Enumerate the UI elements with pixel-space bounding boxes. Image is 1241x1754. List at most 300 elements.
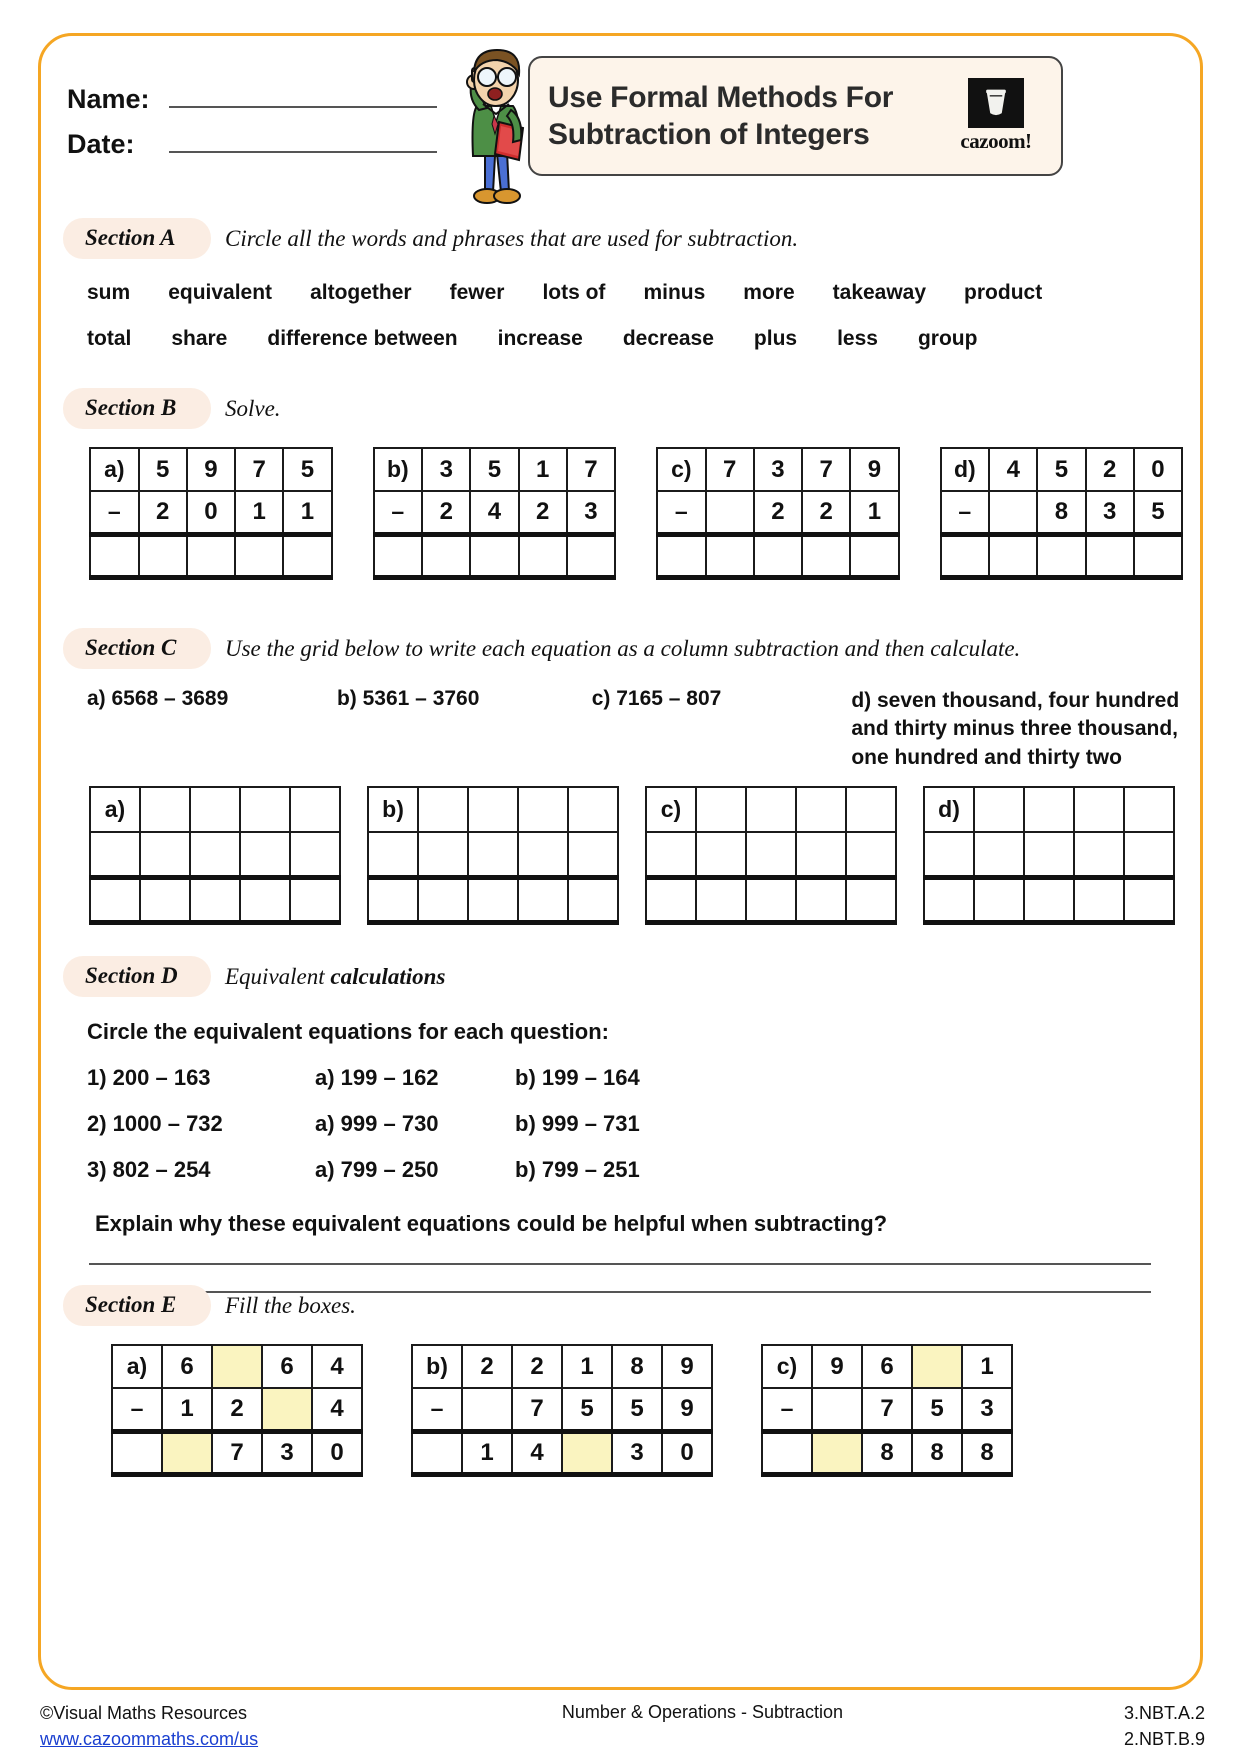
grid-cell[interactable]: [240, 787, 290, 832]
grid-row-label: –: [657, 491, 706, 534]
worksheet-title: [548, 79, 943, 154]
grid-cell[interactable]: [562, 1431, 612, 1474]
grid-cell[interactable]: [812, 1431, 862, 1474]
grid-row-label: [941, 534, 990, 577]
grid-cell[interactable]: 4: [312, 1388, 362, 1431]
grid-cell[interactable]: 5: [1037, 448, 1085, 491]
grid-cell[interactable]: [283, 534, 331, 577]
grid-cell[interactable]: 0: [312, 1431, 362, 1474]
equation-option-b[interactable]: b) 799 – 251: [515, 1157, 640, 1182]
subtraction-grid: [645, 786, 897, 925]
grid-cell[interactable]: [974, 877, 1024, 922]
grid-cell[interactable]: [796, 877, 846, 922]
grid-cell[interactable]: 9: [187, 448, 235, 491]
grid-subtrahend-row: [368, 832, 618, 877]
grid-cell[interactable]: 2: [422, 491, 470, 534]
grid-cell[interactable]: 9: [662, 1345, 712, 1388]
grid-cell[interactable]: [1024, 832, 1074, 877]
grid-answer-row: [90, 877, 340, 922]
grid-cell[interactable]: [518, 787, 568, 832]
section-d-prompt: Circle the equivalent equations for each question:: [87, 1019, 609, 1044]
grid-row-label: [368, 877, 418, 922]
grid-subtrahend-row: [90, 491, 332, 534]
name-input-line[interactable]: [169, 88, 437, 108]
subtraction-grid: [111, 1344, 363, 1477]
grid-cell[interactable]: 0: [662, 1431, 712, 1474]
grid-subtrahend-row: [941, 491, 1183, 534]
grid-cell[interactable]: [568, 832, 618, 877]
date-row: [67, 129, 437, 160]
grid-cell[interactable]: 2: [519, 491, 567, 534]
vocab-word[interactable]: decrease: [622, 327, 714, 350]
grid-cell[interactable]: [746, 877, 796, 922]
footer-standards: [1035, 1700, 1205, 1752]
grid-cell[interactable]: [462, 1388, 512, 1431]
grid-cell[interactable]: 1: [562, 1345, 612, 1388]
grid-cell[interactable]: 3: [422, 448, 470, 491]
section-a: [63, 214, 1183, 351]
grid-cell[interactable]: 7: [802, 448, 850, 491]
vocab-word[interactable]: share: [171, 327, 228, 350]
section-d-rows: [63, 1065, 1183, 1183]
grid-cell[interactable]: 7: [706, 448, 754, 491]
section-c-chip: [63, 628, 211, 669]
equation-option-b[interactable]: b) 999 – 731: [515, 1111, 640, 1136]
grid-row-label: –: [90, 491, 139, 534]
grid-cell[interactable]: 5: [612, 1388, 662, 1431]
grid-row-label: –: [112, 1388, 162, 1431]
grid-row-label: b): [412, 1345, 462, 1388]
grid-cell[interactable]: [190, 877, 240, 922]
footer-topic: Number & Operations - Subtraction: [561, 1702, 844, 1722]
grid-cell[interactable]: [1074, 877, 1124, 922]
section-a-label: Section A: [85, 225, 176, 250]
grid-cell[interactable]: 3: [567, 491, 615, 534]
grid-row-label: [924, 877, 974, 922]
grid-cell[interactable]: [140, 877, 190, 922]
section-b: [63, 384, 1183, 580]
grid-answer-row: [412, 1431, 712, 1474]
grid-cell[interactable]: [187, 534, 235, 577]
subtraction-grid: [89, 786, 341, 925]
section-e-chip: [63, 1285, 211, 1326]
grid-cell[interactable]: 4: [312, 1345, 362, 1388]
grid-cell[interactable]: [190, 787, 240, 832]
section-b-chip: [63, 388, 211, 429]
grid-cell[interactable]: 5: [470, 448, 518, 491]
grid-cell[interactable]: 7: [862, 1388, 912, 1431]
grid-answer-row: [657, 534, 899, 577]
section-b-label: Section B: [85, 395, 177, 420]
grid-cell[interactable]: [290, 832, 340, 877]
grid-cell[interactable]: [262, 1388, 312, 1431]
subtraction-grid: [89, 447, 333, 580]
section-d-label: Section D: [85, 963, 178, 988]
grid-answer-row: [90, 534, 332, 577]
grid-cell[interactable]: [746, 832, 796, 877]
grid-cell[interactable]: [846, 787, 896, 832]
grid-subtrahend-row: [924, 832, 1174, 877]
cazoom-logo: [949, 78, 1043, 154]
grid-cell[interactable]: 1: [462, 1431, 512, 1474]
title-line-1: Use Formal Methods For: [548, 80, 894, 114]
grid-answer-row: [368, 877, 618, 922]
equation-question: 2) 1000 – 732: [87, 1111, 223, 1136]
grid-minuend-row: [941, 448, 1183, 491]
title-line-2: Subtraction of Integers: [548, 118, 870, 151]
grid-subtrahend-row: [412, 1388, 712, 1431]
section-d-instruction-bold: calculations: [330, 963, 446, 989]
equivalent-equation-row: [87, 1111, 1183, 1137]
vocab-word[interactable]: equivalent: [168, 281, 273, 304]
grid-subtrahend-row: [112, 1388, 362, 1431]
grid-cell[interactable]: 1: [162, 1388, 212, 1431]
grid-cell[interactable]: 5: [912, 1388, 962, 1431]
grid-cell[interactable]: 5: [139, 448, 187, 491]
equation-option-a[interactable]: a) 199 – 162: [315, 1065, 439, 1090]
grid-cell[interactable]: 6: [862, 1345, 912, 1388]
section-e-header: [63, 1285, 1183, 1326]
grid-answer-row: [762, 1431, 1012, 1474]
grid-cell[interactable]: 8: [1037, 491, 1085, 534]
worksheet-footer: [40, 1700, 1205, 1752]
grid-row-label: [762, 1431, 812, 1474]
grid-answer-row: [646, 877, 896, 922]
vocab-word[interactable]: less: [837, 327, 878, 350]
section-c-grids: [89, 786, 1183, 925]
grid-cell[interactable]: 4: [470, 491, 518, 534]
grid-cell[interactable]: [1024, 787, 1074, 832]
grid-cell[interactable]: 1: [850, 491, 898, 534]
section-e-instruction: Fill the boxes.: [225, 1292, 356, 1318]
grid-answer-row: [112, 1431, 362, 1474]
grid-row-label: –: [762, 1388, 812, 1431]
grid-cell[interactable]: [1124, 787, 1174, 832]
grid-minuend-row: [90, 448, 332, 491]
copyright-text: ©Visual Maths Resources: [40, 1703, 248, 1723]
grid-cell[interactable]: [235, 534, 283, 577]
title-banner: [528, 56, 1063, 176]
subtraction-grid: [373, 447, 617, 580]
grid-cell[interactable]: 3: [1086, 491, 1134, 534]
grid-cell[interactable]: 9: [812, 1345, 862, 1388]
grid-cell[interactable]: 7: [212, 1431, 262, 1474]
grid-cell[interactable]: [989, 491, 1037, 534]
grid-row-label: –: [412, 1388, 462, 1431]
section-c-label: Section C: [85, 635, 177, 660]
grid-cell[interactable]: [1124, 877, 1174, 922]
grid-cell[interactable]: 2: [212, 1388, 262, 1431]
vocab-word[interactable]: takeaway: [832, 281, 927, 304]
equation-option-a[interactable]: a) 999 – 730: [315, 1111, 439, 1136]
grid-row-label: a): [90, 448, 139, 491]
grid-row-label: [90, 534, 139, 577]
grid-cell[interactable]: [140, 832, 190, 877]
grid-minuend-row: [924, 787, 1174, 832]
section-a-word-row-2: [87, 327, 1183, 351]
grid-cell[interactable]: [974, 787, 1024, 832]
grid-row-label: b): [374, 448, 423, 491]
grid-row-label: d): [924, 787, 974, 832]
grid-cell[interactable]: [696, 877, 746, 922]
grid-row-label: [657, 534, 706, 577]
grid-minuend-row: [646, 787, 896, 832]
equivalent-equation-row: [87, 1065, 1183, 1091]
grid-cell[interactable]: 2: [512, 1345, 562, 1388]
subtraction-grid: [411, 1344, 713, 1477]
grid-subtrahend-row: [374, 491, 616, 534]
grid-cell[interactable]: [468, 832, 518, 877]
standard-code-2: 2.NBT.B.9: [1123, 1729, 1205, 1750]
grid-cell[interactable]: [846, 832, 896, 877]
equivalent-equation-row: [87, 1157, 1183, 1183]
equation-question: 1) 200 – 163: [87, 1065, 211, 1090]
grid-cell[interactable]: 2: [139, 491, 187, 534]
grid-cell[interactable]: 5: [562, 1388, 612, 1431]
grid-row-label: [112, 1431, 162, 1474]
grid-cell[interactable]: 8: [912, 1431, 962, 1474]
subtraction-grid: [761, 1344, 1013, 1477]
grid-cell[interactable]: [470, 534, 518, 577]
grid-row-label: –: [374, 491, 423, 534]
grid-cell[interactable]: [418, 877, 468, 922]
grid-minuend-row: [368, 787, 618, 832]
grid-cell[interactable]: [696, 832, 746, 877]
grid-cell[interactable]: [290, 787, 340, 832]
vocab-word[interactable]: plus: [753, 327, 798, 350]
grid-cell[interactable]: 1: [235, 491, 283, 534]
grid-cell[interactable]: 2: [1086, 448, 1134, 491]
grid-row-label: [90, 832, 140, 877]
grid-cell[interactable]: [568, 787, 618, 832]
section-c-question: b) 5361 – 3760: [336, 687, 480, 710]
grid-cell[interactable]: [140, 787, 190, 832]
grid-cell[interactable]: [974, 832, 1024, 877]
grid-cell[interactable]: 1: [519, 448, 567, 491]
grid-row-label: [412, 1431, 462, 1474]
grid-cell[interactable]: 0: [187, 491, 235, 534]
grid-cell[interactable]: [1134, 534, 1182, 577]
subtraction-grid: [940, 447, 1184, 580]
standard-code-1: 3.NBT.A.2: [1123, 1703, 1205, 1723]
grid-cell[interactable]: 5: [283, 448, 331, 491]
grid-minuend-row: [112, 1345, 362, 1388]
grid-row-label: –: [941, 491, 990, 534]
subtraction-grid: [923, 786, 1175, 925]
section-b-grids: [89, 447, 1183, 580]
equation-option-b[interactable]: b) 199 – 164: [515, 1065, 640, 1090]
section-d-explain-question: Explain why these equivalent equations could be helpful when subtracting?: [95, 1211, 888, 1236]
grid-cell[interactable]: 3: [612, 1431, 662, 1474]
grid-cell[interactable]: 7: [235, 448, 283, 491]
section-b-header: [63, 388, 1183, 429]
grid-cell[interactable]: [567, 534, 615, 577]
grid-cell[interactable]: 4: [989, 448, 1037, 491]
grid-cell[interactable]: 1: [283, 491, 331, 534]
explain-answer-line-1[interactable]: [89, 1263, 1151, 1265]
grid-cell[interactable]: [850, 534, 898, 577]
vocab-word[interactable]: difference between: [267, 327, 458, 350]
section-d-instruction: [225, 964, 445, 990]
section-d-instruction-plain: Equivalent: [225, 963, 331, 989]
section-d-header: [63, 956, 1183, 997]
section-e-label: Section E: [85, 1292, 177, 1317]
section-b-instruction: Solve.: [225, 395, 281, 421]
grid-cell[interactable]: [846, 877, 896, 922]
grid-cell[interactable]: 2: [754, 491, 802, 534]
grid-cell[interactable]: [1086, 534, 1134, 577]
grid-cell[interactable]: [519, 534, 567, 577]
section-c-question: c) 7165 – 807: [591, 687, 722, 710]
grid-cell[interactable]: [1074, 787, 1124, 832]
grid-cell[interactable]: 8: [862, 1431, 912, 1474]
grid-cell[interactable]: [212, 1345, 262, 1388]
grid-answer-row: [924, 877, 1174, 922]
grid-cell[interactable]: [418, 787, 468, 832]
vocab-word[interactable]: total: [87, 327, 132, 350]
date-label: Date:: [67, 129, 135, 159]
grid-cell[interactable]: 9: [662, 1388, 712, 1431]
date-input-line[interactable]: [169, 133, 437, 153]
subtraction-grid: [656, 447, 900, 580]
vocab-word[interactable]: fewer: [449, 281, 505, 304]
grid-row-label: [90, 877, 140, 922]
section-a-word-row-1: [87, 281, 1183, 305]
grid-cell[interactable]: 5: [1134, 491, 1182, 534]
grid-cell[interactable]: [754, 534, 802, 577]
grid-row-label: b): [368, 787, 418, 832]
grid-cell[interactable]: [468, 877, 518, 922]
grid-cell[interactable]: [706, 491, 754, 534]
grid-cell[interactable]: [1124, 832, 1174, 877]
grid-row-label: [374, 534, 423, 577]
equation-option-a[interactable]: a) 799 – 250: [315, 1157, 439, 1182]
grid-subtrahend-row: [90, 832, 340, 877]
grid-row-label: a): [90, 787, 140, 832]
grid-cell[interactable]: [1037, 534, 1085, 577]
grid-answer-row: [374, 534, 616, 577]
grid-answer-row: [941, 534, 1183, 577]
vocab-word[interactable]: lots of: [542, 281, 606, 304]
grid-cell[interactable]: 2: [462, 1345, 512, 1388]
section-e: [63, 1281, 1183, 1477]
grid-cell[interactable]: [812, 1388, 862, 1431]
section-e-grids: [111, 1344, 1183, 1477]
grid-cell[interactable]: [1024, 877, 1074, 922]
grid-cell[interactable]: 7: [567, 448, 615, 491]
grid-cell[interactable]: 8: [962, 1431, 1012, 1474]
section-c-header: [63, 628, 1183, 669]
grid-cell[interactable]: 6: [162, 1345, 212, 1388]
grid-cell[interactable]: 2: [802, 491, 850, 534]
grid-cell[interactable]: [418, 832, 468, 877]
grid-cell[interactable]: 3: [262, 1431, 312, 1474]
footer-left: [40, 1700, 370, 1752]
grid-cell[interactable]: [989, 534, 1037, 577]
vocab-word[interactable]: increase: [497, 327, 583, 350]
grid-cell[interactable]: [1074, 832, 1124, 877]
grid-cell[interactable]: [290, 877, 340, 922]
section-c-instruction: Use the grid below to write each equation as a column subtraction and then calculate.: [225, 635, 1021, 661]
grid-cell[interactable]: [518, 877, 568, 922]
grid-subtrahend-row: [657, 491, 899, 534]
grid-cell[interactable]: 7: [512, 1388, 562, 1431]
grid-cell[interactable]: 6: [262, 1345, 312, 1388]
grid-row-label: c): [646, 787, 696, 832]
section-c: [63, 624, 1183, 925]
vocab-word[interactable]: altogether: [310, 281, 412, 304]
grid-cell[interactable]: 1: [962, 1345, 1012, 1388]
grid-cell[interactable]: [240, 832, 290, 877]
grid-row-label: [646, 832, 696, 877]
worksheet-page: [38, 33, 1203, 1690]
grid-minuend-row: [762, 1345, 1012, 1388]
grid-cell[interactable]: 9: [850, 448, 898, 491]
cazoom-wordmark: cazoom!: [960, 129, 1032, 153]
grid-cell[interactable]: [422, 534, 470, 577]
grid-cell[interactable]: [162, 1431, 212, 1474]
grid-row-label: c): [762, 1345, 812, 1388]
section-c-question: d) seven thousand, four hundred and thirty minus three thousand, one hundred and thirty two: [851, 689, 1180, 769]
grid-row-label: [924, 832, 974, 877]
section-c-question: a) 6568 – 3689: [87, 687, 229, 710]
name-date-block: [67, 84, 437, 174]
grid-cell[interactable]: [802, 534, 850, 577]
grid-minuend-row: [374, 448, 616, 491]
grid-cell[interactable]: 3: [754, 448, 802, 491]
grid-cell[interactable]: 0: [1134, 448, 1182, 491]
grid-subtrahend-row: [646, 832, 896, 877]
grid-row-label: [368, 832, 418, 877]
vocab-word[interactable]: sum: [87, 281, 131, 304]
grid-cell[interactable]: [796, 832, 846, 877]
grid-minuend-row: [412, 1345, 712, 1388]
subtraction-grid: [367, 786, 619, 925]
grid-row-label: d): [941, 448, 990, 491]
grid-cell[interactable]: [468, 787, 518, 832]
grid-cell[interactable]: [796, 787, 846, 832]
grid-row-label: a): [112, 1345, 162, 1388]
equation-question: 3) 802 – 254: [87, 1157, 211, 1182]
worksheet-header: [41, 36, 1200, 221]
grid-cell[interactable]: [139, 534, 187, 577]
vocab-word[interactable]: product: [964, 281, 1043, 304]
grid-cell[interactable]: [190, 832, 240, 877]
grid-cell[interactable]: [706, 534, 754, 577]
grid-cell[interactable]: [912, 1345, 962, 1388]
grid-cell[interactable]: [696, 787, 746, 832]
cazoom-website-link[interactable]: www.cazoommaths.com/us: [40, 1729, 259, 1750]
vocab-word[interactable]: minus: [643, 281, 706, 304]
section-d-chip: [63, 956, 211, 997]
grid-minuend-row: [90, 787, 340, 832]
section-a-instruction: Circle all the words and phrases that are used for subtraction.: [225, 225, 799, 251]
grid-cell[interactable]: [568, 877, 618, 922]
grid-subtrahend-row: [762, 1388, 1012, 1431]
grid-cell[interactable]: 3: [962, 1388, 1012, 1431]
grid-cell[interactable]: [746, 787, 796, 832]
section-a-header: [63, 218, 1183, 259]
grid-cell[interactable]: 8: [612, 1345, 662, 1388]
grid-cell[interactable]: 4: [512, 1431, 562, 1474]
section-c-questions: [87, 687, 1183, 772]
vocab-word[interactable]: more: [743, 281, 795, 304]
grid-row-label: c): [657, 448, 706, 491]
grid-cell[interactable]: [518, 832, 568, 877]
grid-cell[interactable]: [240, 877, 290, 922]
vocab-word[interactable]: group: [917, 327, 978, 350]
grid-row-label: [646, 877, 696, 922]
